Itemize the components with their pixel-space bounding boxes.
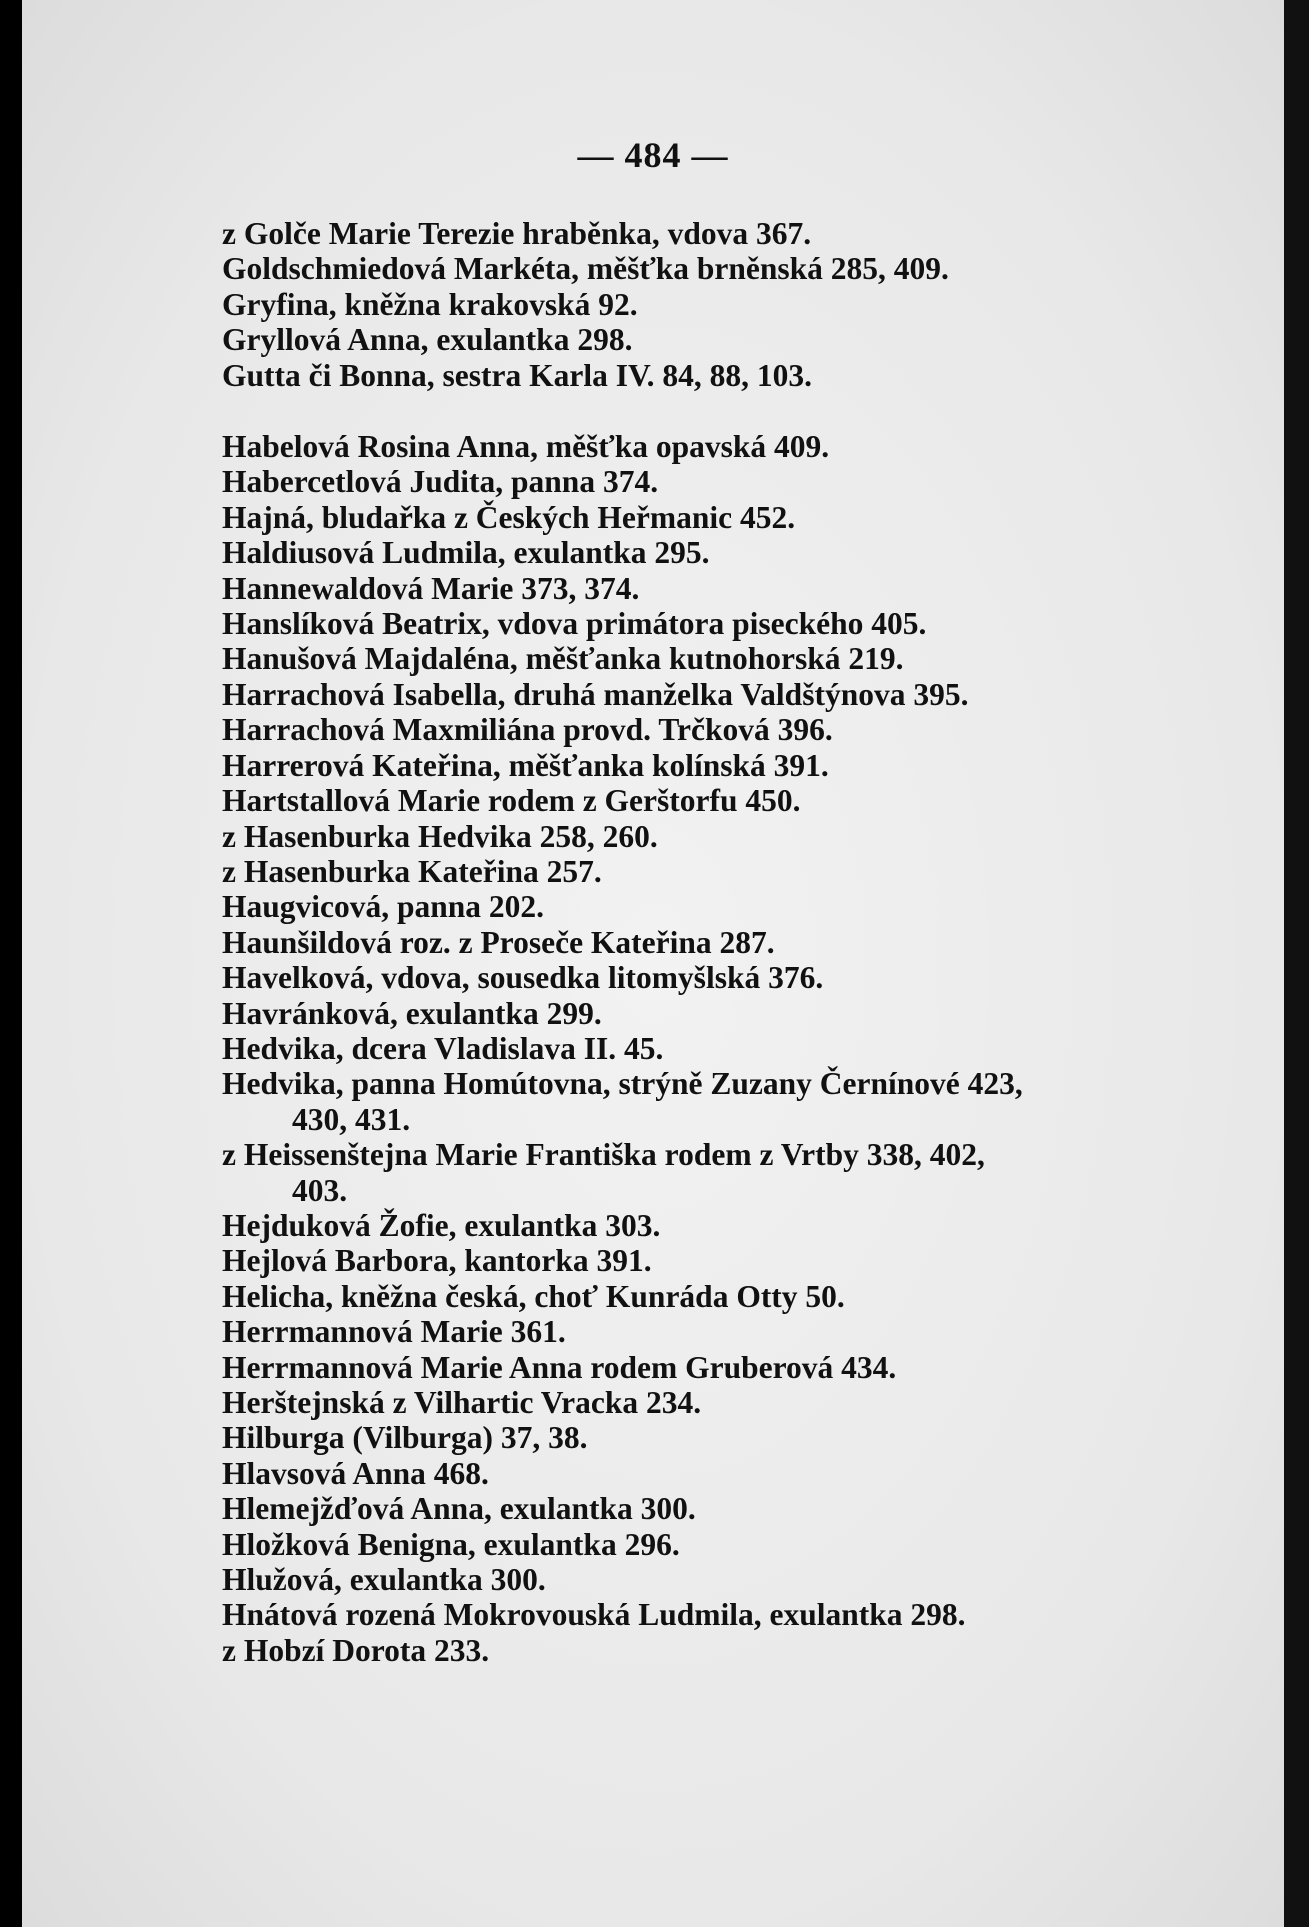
index-entry: Harrerová Kateřina, měšťanka kolínská 391. — [222, 747, 829, 783]
index-entry: Harrachová Isabella, druhá manželka Valdštýnova 395. — [222, 676, 969, 712]
index-entry: Hannewaldová Marie 373, 374. — [222, 570, 640, 606]
index-group-h — [222, 429, 1212, 1668]
index-entry: Hlemejžďová Anna, exulantka 300. — [222, 1491, 696, 1527]
index-entry: Hartstallová Marie rodem z Gerštorfu 450. — [222, 783, 801, 819]
index-entry: Haldiusová Ludmila, exulantka 295. — [222, 535, 710, 571]
group-separator — [222, 393, 1212, 429]
index-entry: Havránková, exulantka 299. — [222, 995, 602, 1031]
index-entry: z Golče Marie Terezie hraběnka, vdova 367. — [222, 216, 812, 251]
index-entry: Hedvika, dcera Vladislava II. 45. — [222, 1030, 664, 1066]
index-entry-continuation: 403. — [292, 1172, 348, 1208]
index-entry-continuation: 430, 431. — [292, 1101, 411, 1137]
index-entry: Hajná, bludařka z Českých Heřmanic 452. — [222, 499, 796, 535]
index-entry: Hanslíková Beatrix, vdova primátora piseckého 405. — [222, 606, 927, 642]
index-entry: Herrmannová Marie 361. — [222, 1314, 566, 1350]
index-entry: Herrmannová Marie Anna rodem Gruberová 434. — [222, 1349, 897, 1385]
index-entry: Goldschmiedová Markéta, měšťka brněnská 285, 409. — [222, 251, 949, 287]
index-entry: Herštejnská z Vilhartic Vracka 234. — [222, 1385, 702, 1420]
index-entry: Havelková, vdova, sousedka litomyšlská 376. — [222, 960, 824, 996]
index-entry: Helicha, kněžna česká, choť Kunráda Otty 50. — [222, 1278, 845, 1314]
index-entry: Harrachová Maxmiliána provd. Trčková 396. — [222, 712, 833, 748]
index-entry: z Hobzí Dorota 233. — [222, 1632, 490, 1668]
index-entry: z Heissenštejna Marie Františka rodem z Vrtby 338, 402, — [222, 1137, 985, 1173]
index-entry: Haugvicová, panna 202. — [222, 889, 545, 925]
index-entry: Hejlová Barbora, kantorka 391. — [222, 1243, 652, 1279]
index-entry: Hedvika, panna Homútovna, strýně Zuzany Černínové 423, — [222, 1066, 1023, 1102]
page-number: — 484 — — [577, 135, 729, 175]
index-entry: Hejduková Žofie, exulantka 303. — [222, 1207, 661, 1243]
index-entry: Haunšildová roz. z Proseče Kateřina 287. — [222, 924, 775, 960]
index-entry: Hlavsová Anna 468. — [222, 1455, 489, 1491]
index-entry: Hnátová rozená Mokrovouská Ludmila, exulantka 298. — [222, 1597, 966, 1633]
index-entries — [222, 216, 1212, 1668]
index-entry: Habercetlová Judita, panna 374. — [222, 464, 659, 500]
index-entry: z Hasenburka Kateřina 257. — [222, 853, 602, 889]
index-entry: z Hasenburka Hedvika 258, 260. — [222, 818, 658, 854]
index-entry: Gryfina, kněžna krakovská 92. — [222, 286, 638, 322]
scan-dark-edge — [1284, 0, 1309, 1927]
index-entry: Gryllová Anna, exulantka 298. — [222, 322, 633, 358]
index-entry: Hilburga (Vilburga) 37, 38. — [222, 1420, 588, 1456]
index-group-g — [222, 216, 1212, 393]
index-entry: Habelová Rosina Anna, měšťka opavská 409. — [222, 429, 830, 465]
index-entry: Hanušová Majdaléna, měšťanka kutnohorská 219. — [222, 641, 904, 677]
book-page — [22, 0, 1284, 1927]
index-entry: Hlužová, exulantka 300. — [222, 1562, 546, 1598]
index-entry: Gutta či Bonna, sestra Karla IV. 84, 88, 103. — [222, 357, 813, 393]
index-entry: Hložková Benigna, exulantka 296. — [222, 1526, 680, 1562]
